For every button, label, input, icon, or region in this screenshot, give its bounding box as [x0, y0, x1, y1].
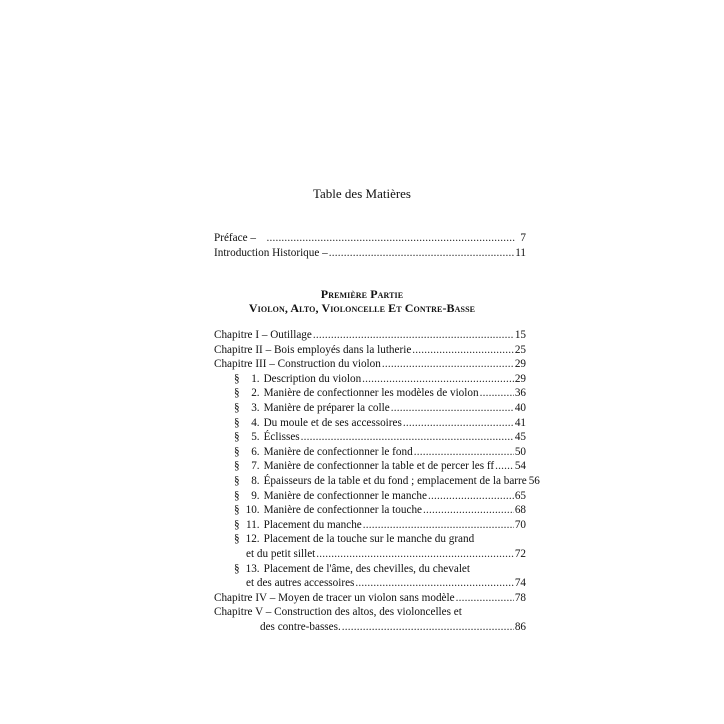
toc-row[interactable] [214, 445, 526, 460]
section-number: 10. [245, 504, 260, 517]
dot-leader [414, 445, 514, 460]
section-number: 2. [251, 387, 260, 400]
dot-leader [363, 518, 514, 533]
dot-leader [301, 430, 514, 445]
toc-label: Épaisseurs de la table et du fond ; emplacement de la barre [263, 474, 527, 487]
toc-page-number: 54 [514, 460, 526, 473]
toc-page-number: 36 [514, 387, 526, 400]
toc-label: Chapitre III – Construction du violon [214, 358, 381, 371]
section-number: 7. [251, 460, 260, 473]
toc-label: Placement du manche [263, 518, 362, 531]
section-number: 13. [245, 562, 260, 575]
section-number: 9. [251, 489, 260, 502]
section-sign: § [234, 518, 240, 531]
toc-page-number: 56 [528, 474, 540, 487]
toc-row[interactable] [214, 518, 526, 533]
toc-row[interactable] [214, 386, 526, 401]
toc-label: et du petit sillet [246, 547, 316, 560]
section-sign: § [234, 401, 240, 414]
toc-page-number: 78 [514, 591, 526, 604]
section-number: 5. [251, 431, 260, 444]
toc-label: Placement de l'âme, des chevilles, du chevalet [263, 562, 471, 575]
dot-leader [412, 343, 514, 358]
section-sign: § [234, 460, 240, 473]
dot-leader [342, 620, 514, 635]
toc-label: des contre-basses. [260, 620, 341, 633]
toc-label: Chapitre V – Construction des altos, des violoncelles et [214, 606, 462, 619]
toc-page-number: 7 [520, 232, 526, 244]
toc-row[interactable] [214, 591, 526, 606]
toc-label: Manière de confectionner la touche [263, 504, 423, 517]
dot-leader [362, 372, 514, 387]
toc-label: et des autres accessoires [246, 577, 355, 590]
toc-row[interactable] [214, 474, 540, 489]
section-sign: § [234, 431, 240, 444]
toc-page-number: 50 [514, 445, 526, 458]
toc-row[interactable] [214, 328, 526, 343]
toc-row[interactable] [214, 547, 526, 562]
dot-leader [495, 459, 514, 474]
toc-page-number: 45 [514, 431, 526, 444]
toc-page-number: 15 [514, 329, 526, 341]
toc-row[interactable] [214, 416, 526, 431]
section-number: 3. [251, 401, 260, 414]
toc-page-number: 29 [514, 358, 526, 371]
section-number: 1. [251, 372, 260, 385]
section-number: 8. [251, 474, 260, 487]
toc-label: Manière de préparer la colle [263, 401, 390, 414]
toc-row[interactable] [214, 532, 526, 547]
page-title: Table des Matières [313, 186, 411, 201]
section-sign: § [234, 387, 240, 400]
toc-row-preface[interactable] [214, 231, 526, 246]
toc-page-number: 86 [514, 620, 526, 633]
toc-page-number: 70 [514, 518, 526, 531]
toc-page-number: 11 [515, 246, 526, 259]
toc-row[interactable] [214, 343, 526, 358]
dot-leader [428, 489, 514, 504]
dot-leader [316, 547, 514, 562]
toc-label: Manière de confectionner le fond [263, 445, 413, 458]
toc-row[interactable] [214, 576, 526, 591]
toc-label: Éclisses [263, 431, 300, 444]
section-sign: § [234, 533, 240, 546]
toc-page-number: 41 [514, 416, 526, 429]
front-matter-list [214, 231, 526, 260]
toc-page-number: 74 [514, 577, 526, 590]
dot-leader [391, 401, 514, 416]
toc-page-number: 40 [514, 401, 526, 414]
toc-row[interactable] [214, 401, 526, 416]
toc-label: Chapitre I – Outillage [214, 329, 312, 341]
toc-row[interactable] [214, 562, 526, 577]
toc-row[interactable] [214, 503, 526, 518]
toc-row[interactable] [214, 357, 526, 372]
toc-page-number: 25 [514, 343, 526, 356]
section-sign: § [234, 416, 240, 429]
dot-leader [403, 416, 514, 431]
toc-list [214, 328, 540, 634]
toc-label: Du moule et de ses accessoires [263, 416, 402, 429]
toc-label: Introduction Historique – [214, 246, 328, 259]
toc-row[interactable] [214, 605, 526, 620]
toc-page-number: 68 [514, 504, 526, 517]
toc-row[interactable] [214, 489, 526, 504]
dot-leader [266, 231, 515, 246]
dot-leader [355, 576, 513, 591]
toc-label: Manière de confectionner le manche [263, 489, 427, 502]
section-sign: § [234, 489, 240, 502]
part-heading [0, 287, 724, 315]
dot-leader [382, 357, 514, 372]
part-subtitle: Violon, Alto, Violoncelle Et Contre-Basse [248, 301, 476, 315]
toc-label: Préface – [214, 232, 256, 244]
section-sign: § [234, 372, 240, 385]
dot-leader [313, 328, 514, 343]
toc-row[interactable] [214, 430, 526, 445]
part-number: Première Partie [320, 287, 404, 301]
toc-row[interactable] [214, 372, 526, 387]
toc-row[interactable] [214, 620, 526, 635]
toc-page-number: 72 [514, 547, 526, 560]
toc-label: Manière de confectionner les modèles de violon [263, 387, 479, 400]
toc-label: Manière de confectionner la table et de percer les ff [263, 460, 495, 473]
toc-label: Description du violon [263, 372, 362, 385]
section-number: 4. [251, 416, 260, 429]
toc-row[interactable] [214, 459, 526, 474]
section-number: 6. [251, 445, 260, 458]
section-sign: § [234, 504, 240, 517]
dot-leader [329, 246, 514, 261]
toc-page-number: 29 [514, 372, 526, 385]
toc-page-number: 65 [514, 489, 526, 502]
toc-label: Placement de la touche sur le manche du grand [263, 533, 475, 546]
toc-label: Chapitre II – Bois employés dans la lutherie [214, 343, 412, 356]
toc-row-introduction[interactable] [214, 246, 526, 261]
dot-leader [480, 386, 514, 401]
dot-leader [456, 591, 514, 606]
dot-leader [423, 503, 514, 518]
section-sign: § [234, 562, 240, 575]
section-sign: § [234, 474, 240, 487]
section-number: 12. [245, 533, 260, 546]
toc-label: Chapitre IV – Moyen de tracer un violon sans modèle [214, 591, 455, 604]
section-number: 11. [246, 518, 260, 531]
section-sign: § [234, 445, 240, 458]
